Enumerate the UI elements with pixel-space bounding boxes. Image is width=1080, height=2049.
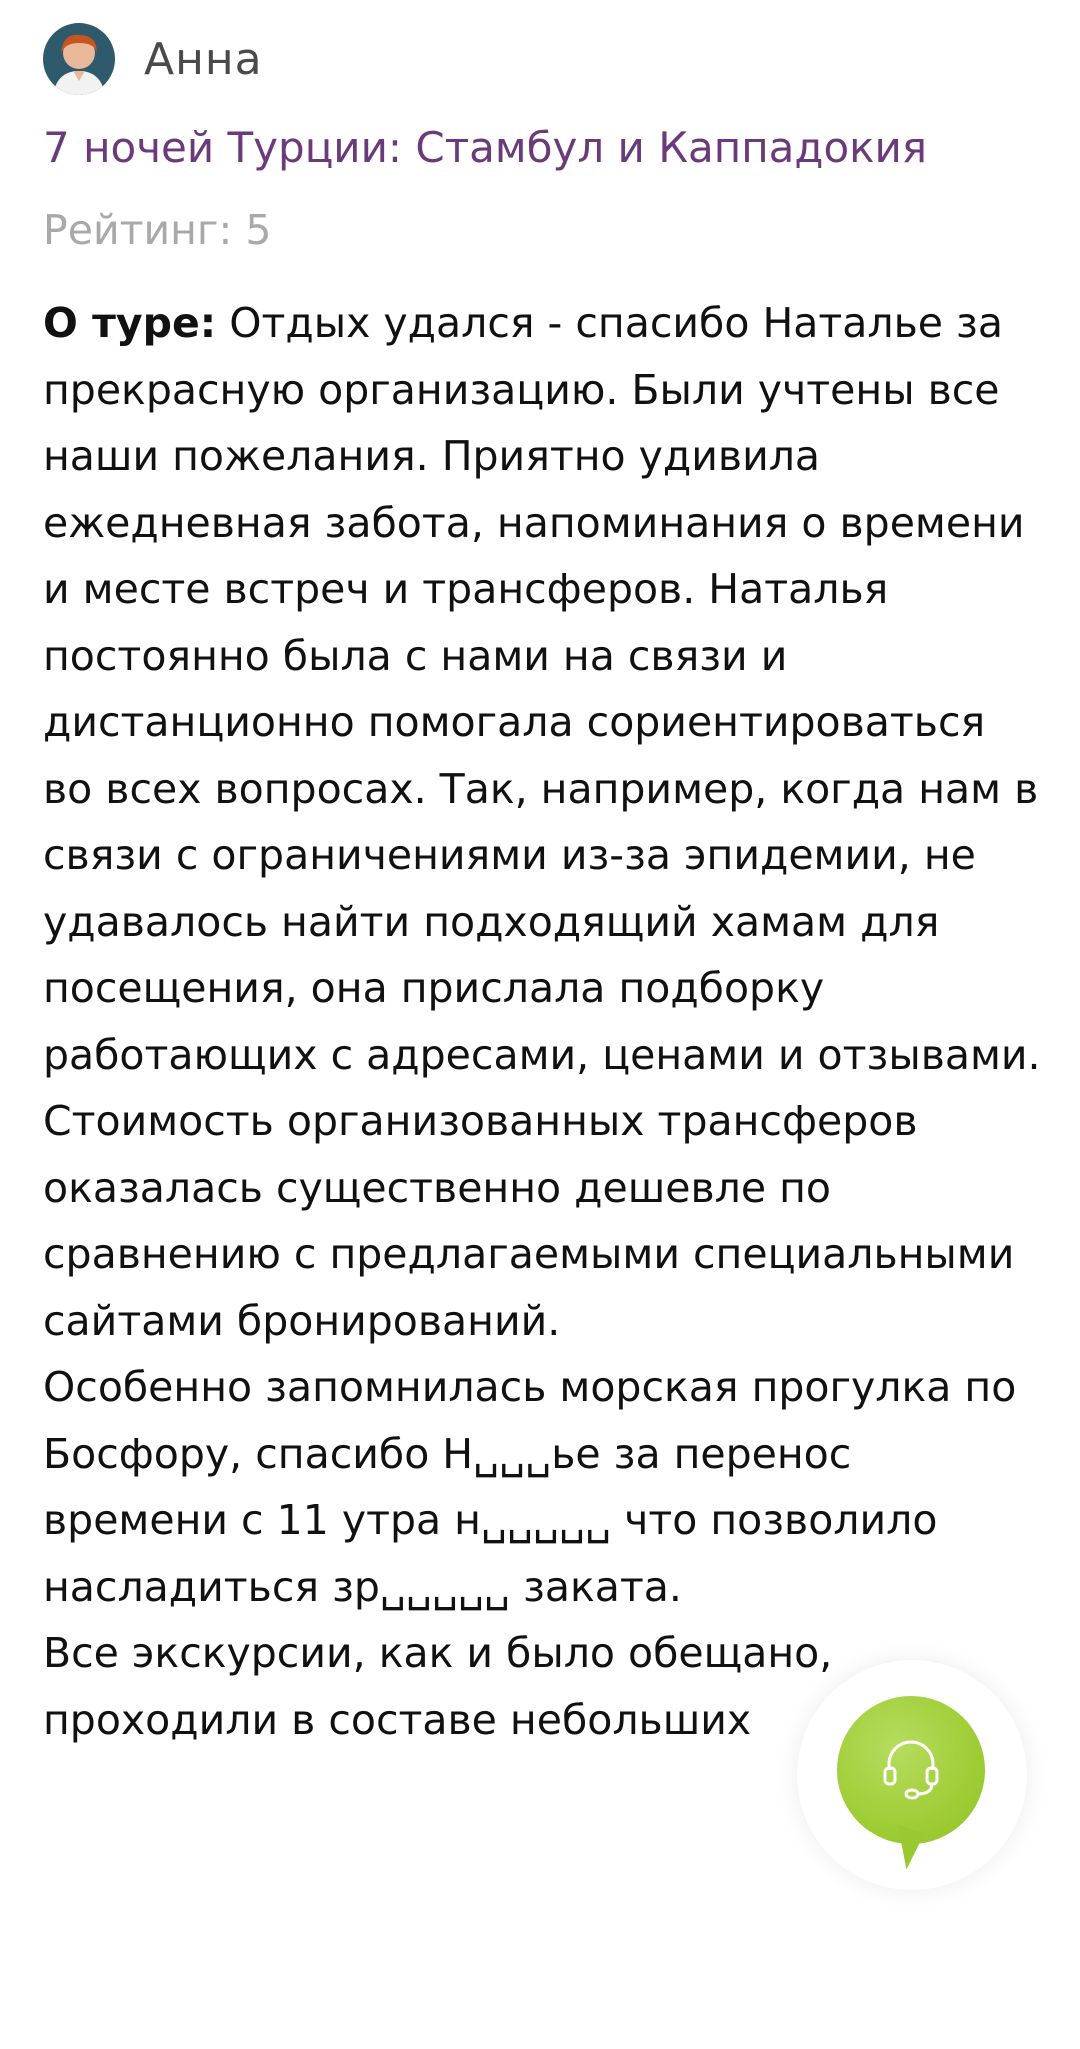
review-card — [43, 0, 1043, 1753]
rating-text: Рейтинг: 5 — [43, 206, 272, 254]
review-body — [43, 290, 1043, 1753]
support-bubble-tail — [886, 1825, 925, 1872]
tour-title-link[interactable]: 7 ночей Турции: Стамбул и Каппадокия — [43, 123, 928, 172]
avatar — [43, 23, 115, 95]
review-body-label: О туре: — [43, 299, 217, 347]
headset-icon — [881, 1738, 941, 1802]
author-name: Анна — [144, 33, 263, 85]
author-row — [43, 0, 1043, 112]
review-body-text: Отдых удался - спасибо Наталье за прекрасную организацию. Были учтены все наши пожелания. Приятно удивила ежедневная забота, напоминания о времени и месте встреч и трансферов. Наталья постоянно была с нами на связи и дистанционно помогала сориентироваться во всех вопросах. Так, например, когда нам в связи с ограничениями из-за эпидемии, не удавалось найти подходящий хамам для посещения, она прислала подборку работающих с адресами, ценами и отзывами. Стоимость организованных трансферов оказалась существенно дешевле по сравнению с предлагаемыми специальными сайтами бронирований. Особенно запомнилась морская прогулка по Босфору, спасибо Н␣␣␣ье за перенос времени с 11 утра н␣␣␣␣␣ что позволило насладиться зр␣␣␣␣␣ заката. Все экскурсии, как и было обещано, проходили в составе небольших — [43, 299, 1041, 1744]
avatar-image — [43, 23, 115, 95]
support-widget — [797, 1660, 1027, 1890]
support-chat-button[interactable] — [837, 1696, 985, 1844]
